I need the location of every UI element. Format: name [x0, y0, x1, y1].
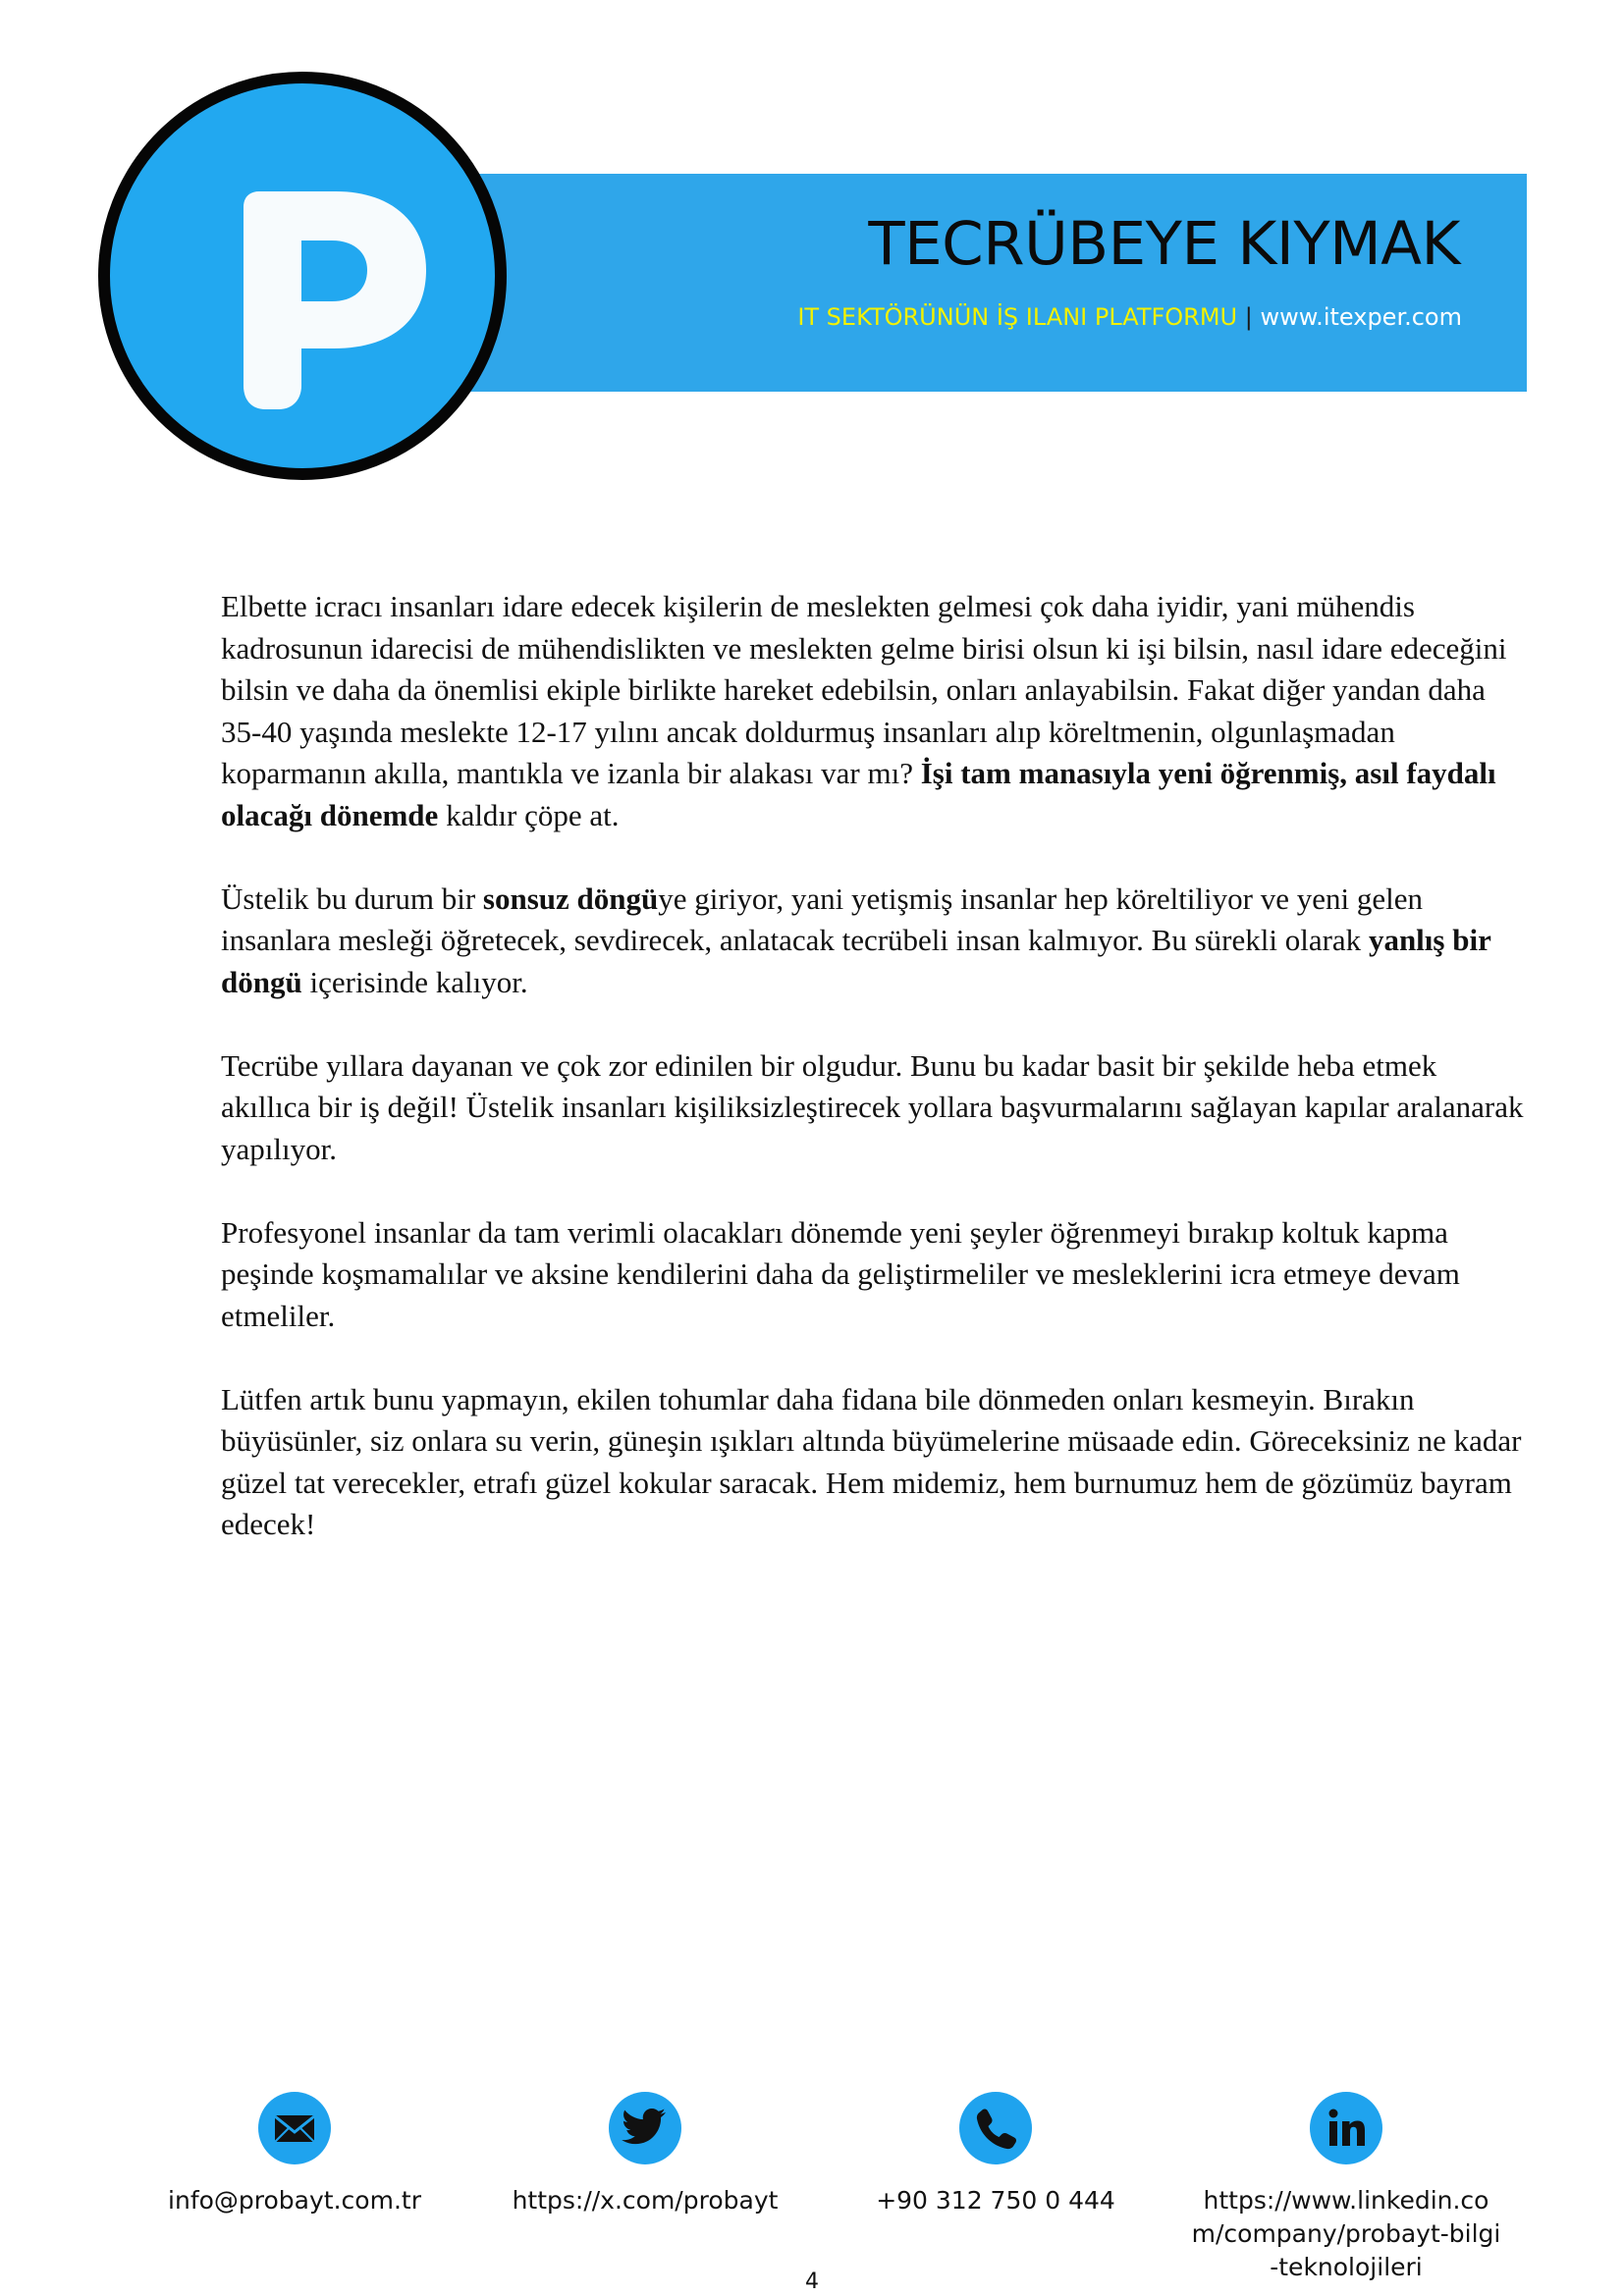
page-number: 4: [805, 2269, 819, 2294]
paragraph-1: Elbette icracı insanları idare edecek kişilerin de meslekten gelmesi çok daha iyidir, yani mühendis kadrosunun idarecisi de mühendislikten ve meslekten gelme birisi olsun ki işi bilsin, nasıl idare edeceğini bilsin ve daha da önemlisi ekiple birlikte hareket edebilsin, onları anlayabilsin. Fakat diğer yandan daha 35-40 yaşında meslekte 12-17 yılını ancak doldurmuş insanları alıp köreltmenin, olgunlaşmadan koparmanın akılla, mantıkla ve izanla bir alakası var mı? İşi tam manasıyla yeni öğrenmiş, asıl faydalı olacağı dönemde kaldır çöpe at.: [221, 589, 1507, 832]
emphasis: yanlış bir döngü: [221, 923, 1491, 999]
article-body: [221, 586, 1527, 1587]
footer-phone[interactable]: [848, 2092, 1143, 2217]
footer-email-text[interactable]: info@probayt.com.tr: [168, 2186, 421, 2215]
footer-twitter[interactable]: [498, 2092, 792, 2217]
footer-phone-text[interactable]: +90 312 750 0 444: [876, 2186, 1115, 2215]
paragraph-4: Profesyonel insanlar da tam verimli olacakları dönemde yeni şeyler öğrenmeyi bırakıp koltuk kapma peşinde koşmamalılar ve aksine kendilerini daha da geliştirmeliler ve mesleklerini icra etmeye devam etmeliler.: [221, 1214, 1460, 1333]
phone-icon[interactable]: [959, 2092, 1032, 2164]
paragraph-5: Lütfen artık bunu yapmayın, ekilen tohumlar daha fidana bile dönmeden onları kesmeyin. Bırakın büyüsünler, siz onlara su verin, güneşin ışıkları altında büyümelerine müsaade edin. Göreceksiniz ne kadar güzel tat verecekler, etrafı güzel kokular saracak. Hem midemiz, hem burnumuz hem de gözümüz bayram edecek!: [221, 1381, 1522, 1541]
header-subtitle: [797, 305, 1462, 329]
footer-linkedin-text[interactable]: https://www.linkedin.com/company/probayt-bilgi-teknolojileri: [1191, 2186, 1501, 2281]
header-title: TECRÜBEYE KIYMAK: [868, 209, 1460, 279]
paragraph-3: Tecrübe yıllara dayanan ve çok zor edinilen bir olgudur. Bunu bu kadar basit bir şekilde heba etmek akıllıca bir iş değil! Üstelik insanları kişiliksizleştirecek yollara başvurmalarını sağlayan kapılar aralanarak yapılıyor.: [221, 1047, 1524, 1166]
header-tagline: IT SEKTÖRÜNÜN İŞ ILANI PLATFORMU: [797, 303, 1238, 331]
footer-email[interactable]: [147, 2092, 442, 2217]
paragraph-2: Üstelik bu durum bir sonsuz döngüye giriyor, yani yetişmiş insanlar hep köreltiliyor ve yeni gelen insanlara mesleği öğretecek, sevdirecek, anlatacak tecrübeli insan kalmıyor. Bu sürekli olarak yanlış bir döngü içerisinde kalıyor.: [221, 881, 1491, 999]
twitter-icon[interactable]: [609, 2092, 681, 2164]
header-banner: [460, 174, 1527, 392]
header-website-link[interactable]: www.itexper.com: [1260, 303, 1462, 331]
emphasis: sonsuz döngü: [482, 881, 659, 916]
emphasis: İşi tam manasıyla yeni öğrenmiş, asıl faydalı olacağı dönemde: [221, 756, 1496, 832]
logo: [98, 72, 507, 480]
footer-linkedin[interactable]: [1191, 2092, 1501, 2284]
header-separator: |: [1244, 303, 1253, 331]
envelope-icon[interactable]: [258, 2092, 331, 2164]
linkedin-icon[interactable]: [1310, 2092, 1382, 2164]
p-logo-icon: [110, 83, 495, 468]
footer-twitter-text[interactable]: https://x.com/probayt: [512, 2186, 779, 2215]
